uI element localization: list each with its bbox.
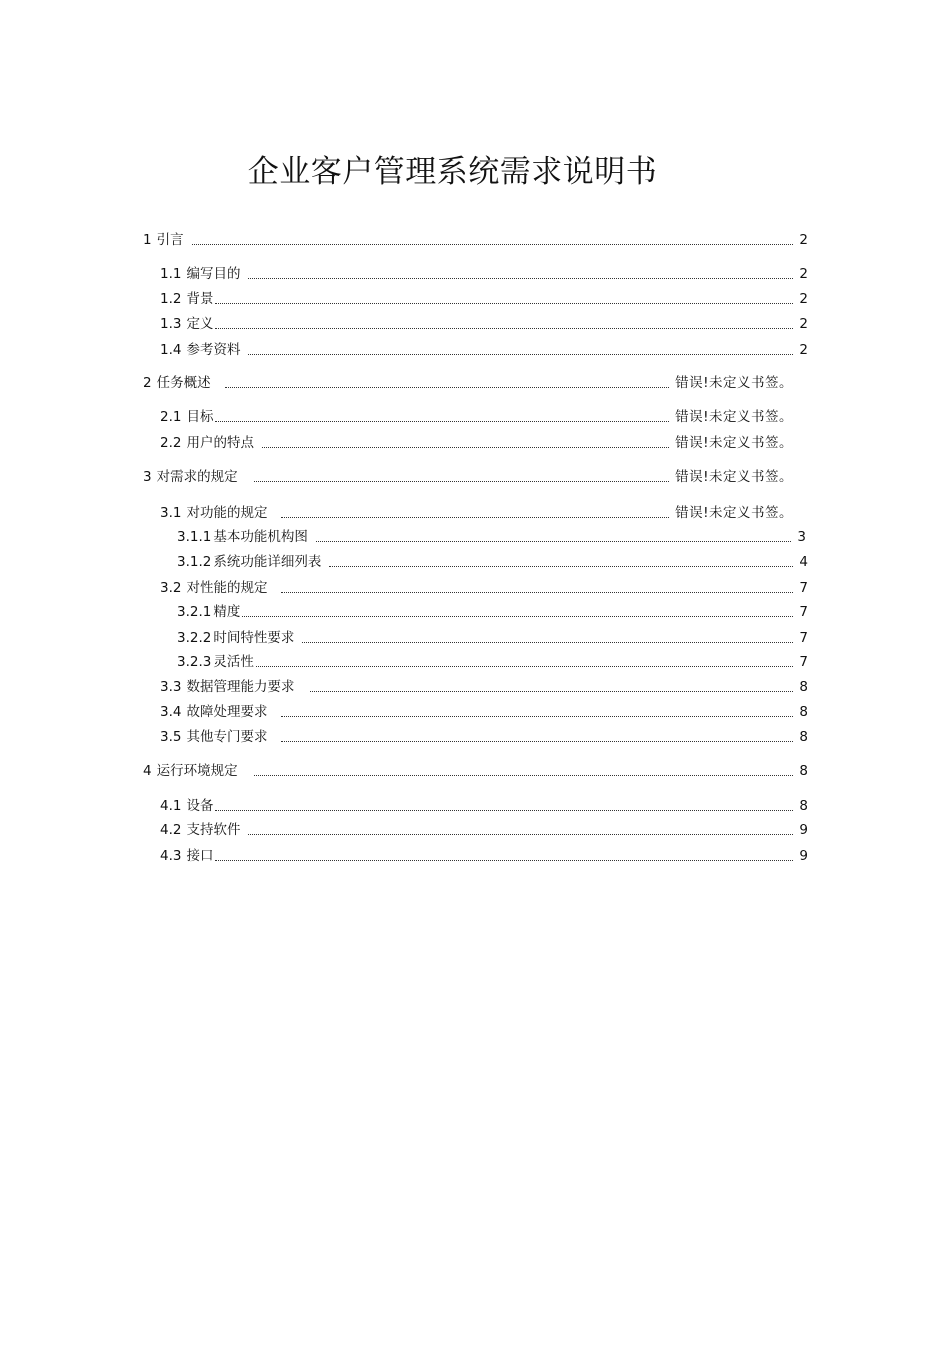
toc-page: 2 [799, 342, 808, 358]
toc-leader [281, 517, 669, 518]
toc-number: 2.1 [160, 409, 182, 425]
toc-leader [192, 244, 794, 245]
toc-label: 其他专门要求 [186, 729, 268, 745]
toc-number: 3.1 [160, 505, 182, 521]
toc-leader [215, 303, 793, 304]
toc-entry[interactable] [160, 408, 793, 426]
toc-number: 2.2 [160, 435, 182, 451]
toc-label: 灵活性 [213, 654, 254, 670]
toc-label: 参考资料 [186, 342, 241, 358]
toc-leader [310, 691, 793, 692]
toc-entry[interactable] [177, 528, 806, 546]
toc-number: 3.1.2 [177, 554, 212, 570]
toc-entry[interactable] [143, 468, 793, 486]
toc-number: 1.4 [160, 342, 182, 358]
toc-entry[interactable] [160, 290, 808, 308]
toc-leader [281, 716, 793, 717]
toc-entry[interactable] [160, 797, 808, 815]
toc-page: 错误!未定义书签。 [675, 375, 793, 391]
toc-entry[interactable] [160, 703, 808, 721]
toc-page: 2 [799, 316, 808, 332]
toc-page: 2 [799, 232, 808, 248]
toc-number: 1.1 [160, 266, 182, 282]
toc-leader [225, 387, 669, 388]
toc-label: 时间特性要求 [213, 630, 295, 646]
toc-entry[interactable] [160, 847, 808, 865]
toc-number: 3.3 [160, 679, 182, 695]
toc-number: 3.2.3 [177, 654, 212, 670]
toc-page: 错误!未定义书签。 [675, 505, 793, 521]
toc-label: 对功能的规定 [186, 505, 268, 521]
toc-number: 1 [143, 232, 152, 248]
toc-leader [329, 566, 793, 567]
toc-page: 4 [799, 554, 808, 570]
toc-entry[interactable] [160, 341, 808, 359]
toc-leader [248, 834, 793, 835]
toc-leader [215, 860, 793, 861]
toc-number: 4.3 [160, 848, 182, 864]
toc-leader [254, 481, 669, 482]
toc-page: 9 [799, 848, 808, 864]
toc-number: 4 [143, 763, 152, 779]
toc-label: 对需求的规定 [156, 469, 238, 485]
toc-label: 故障处理要求 [186, 704, 268, 720]
toc-leader [302, 642, 793, 643]
toc-entry[interactable] [177, 603, 808, 621]
toc-page: 错误!未定义书签。 [675, 469, 793, 485]
toc-number: 3 [143, 469, 152, 485]
toc-entry[interactable] [160, 315, 808, 333]
toc-leader [316, 541, 792, 542]
toc-page: 2 [799, 266, 808, 282]
toc-page: 9 [799, 822, 808, 838]
toc-page: 2 [799, 291, 808, 307]
toc-label: 目标 [186, 409, 214, 425]
toc-number: 1.2 [160, 291, 182, 307]
toc-entry[interactable] [143, 762, 808, 780]
toc-entry[interactable] [160, 265, 808, 283]
toc-number: 3.2.2 [177, 630, 212, 646]
toc-label: 引言 [156, 232, 184, 248]
toc-leader [281, 741, 793, 742]
toc-label: 接口 [186, 848, 214, 864]
toc-page: 8 [799, 729, 808, 745]
toc-page: 错误!未定义书签。 [675, 409, 793, 425]
toc-leader [262, 447, 669, 448]
toc-entry[interactable] [160, 821, 808, 839]
toc-label: 设备 [186, 798, 214, 814]
toc-label: 编写目的 [186, 266, 241, 282]
toc-page: 错误!未定义书签。 [675, 435, 793, 451]
toc-entry[interactable] [160, 434, 793, 452]
toc-leader [215, 810, 793, 811]
toc-number: 4.2 [160, 822, 182, 838]
toc-label: 数据管理能力要求 [186, 679, 295, 695]
toc-entry[interactable] [177, 653, 808, 671]
toc-label: 对性能的规定 [186, 580, 268, 596]
toc-number: 3.2 [160, 580, 182, 596]
toc-number: 3.4 [160, 704, 182, 720]
toc-entry[interactable] [160, 678, 808, 696]
toc-page: 8 [799, 798, 808, 814]
toc-label: 背景 [186, 291, 214, 307]
toc-number: 4.1 [160, 798, 182, 814]
toc-page: 7 [799, 604, 808, 620]
toc-label: 任务概述 [156, 375, 211, 391]
toc-entry[interactable] [160, 728, 808, 746]
toc-leader [256, 666, 794, 667]
toc-number: 1.3 [160, 316, 182, 332]
toc-number: 2 [143, 375, 152, 391]
toc-page: 3 [797, 529, 806, 545]
toc-page: 7 [799, 630, 808, 646]
toc-number: 3.5 [160, 729, 182, 745]
toc-entry[interactable] [160, 504, 793, 522]
toc-leader [281, 592, 793, 593]
toc-page: 7 [799, 580, 808, 596]
toc-label: 定义 [186, 316, 214, 332]
toc-page: 8 [799, 679, 808, 695]
toc-page: 7 [799, 654, 808, 670]
toc-leader [215, 421, 669, 422]
toc-leader [242, 616, 793, 617]
toc-label: 支持软件 [186, 822, 241, 838]
toc-entry[interactable] [177, 629, 808, 647]
toc-label: 系统功能详细列表 [213, 554, 322, 570]
toc-label: 精度 [213, 604, 241, 620]
toc-entry[interactable] [143, 231, 808, 249]
toc-entry[interactable] [143, 374, 793, 392]
toc-entry[interactable] [160, 579, 808, 597]
toc-number: 3.1.1 [177, 529, 212, 545]
toc-label: 运行环境规定 [156, 763, 238, 779]
toc-number: 3.2.1 [177, 604, 212, 620]
toc-entry[interactable] [177, 553, 808, 571]
toc-leader [215, 328, 793, 329]
toc-page: 8 [799, 763, 808, 779]
toc-label: 基本功能机构图 [213, 529, 308, 545]
toc-leader [254, 775, 794, 776]
toc-leader [248, 278, 793, 279]
toc-label: 用户的特点 [186, 435, 254, 451]
toc-page: 8 [799, 704, 808, 720]
document-title: 企业客户管理系统需求说明书 [247, 154, 658, 190]
toc-leader [248, 354, 793, 355]
